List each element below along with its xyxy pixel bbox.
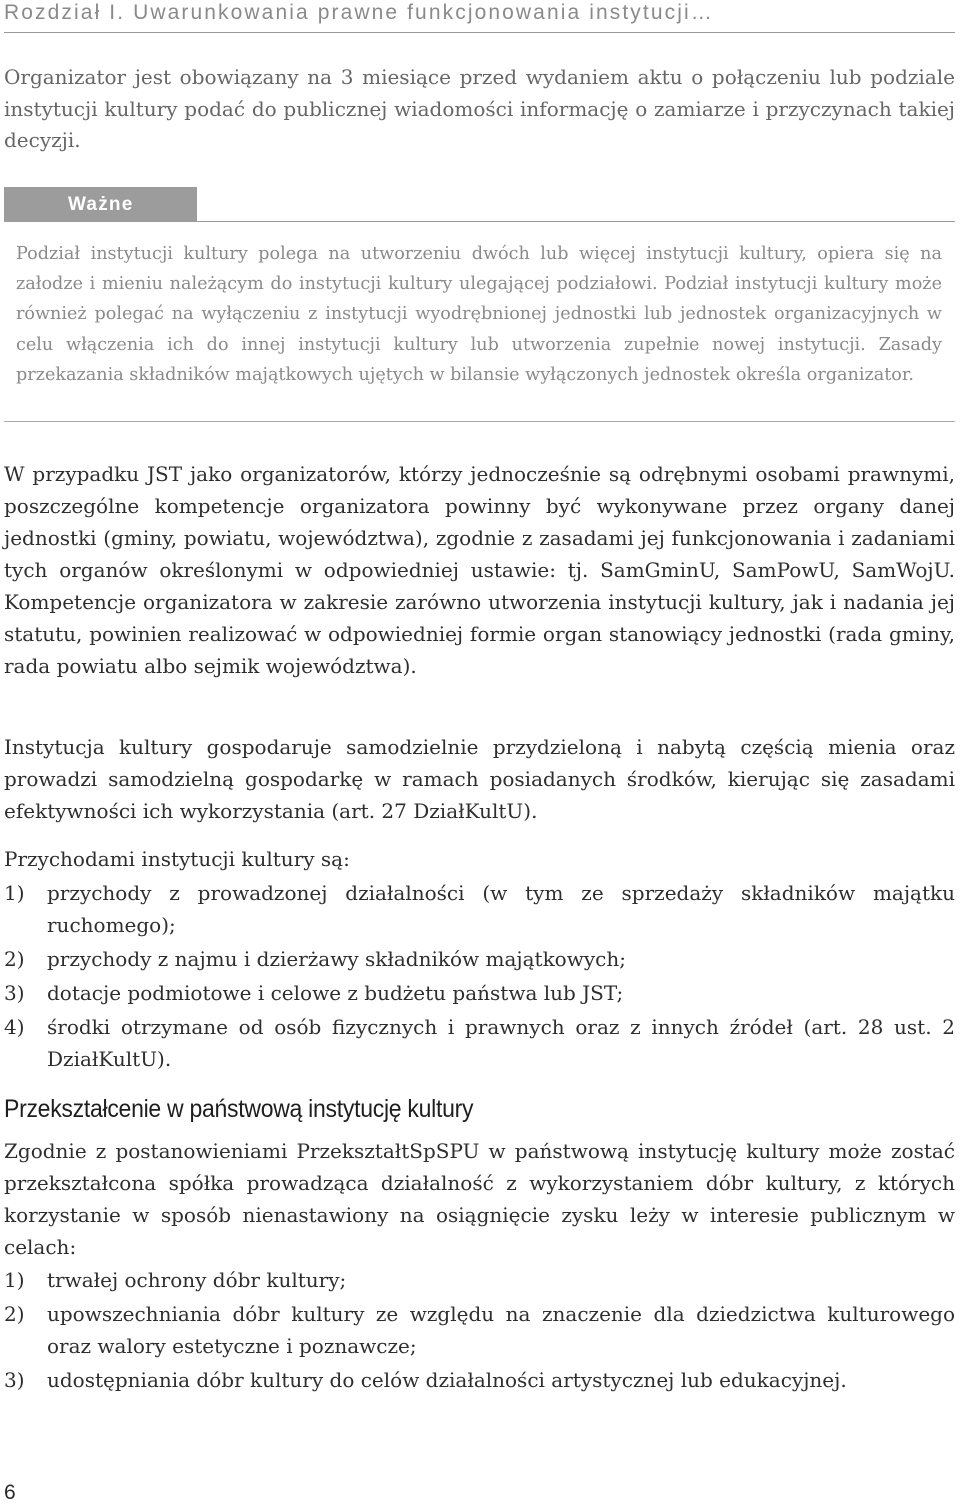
intro-paragraph: Organizator jest obowiązany na 3 miesiące przed wydaniem aktu o połączeniu lub podziale instytucji kultury podać do publicznej wiadomości informację o zamiarze i przyczynach takiej decyzji.	[4, 65, 955, 152]
list-item-number: 2)	[4, 947, 25, 971]
list-item	[4, 1364, 955, 1396]
important-note-text: Podział instytucji kultury polega na utworzeniu dwóch lub więcej instytucji kultury, opiera się na załodze i mieniu należącym do instytucji kultury ulegającej podziałowi. Podział instytucji kultury może również polegać na wyłączeniu z instytucji wyodrębnionej jednostki lub jednostek organizacyjnych w celu włączenia ich do innej instytucji kultury lub utworzenia zupełnie nowej instytucji. Zasady przekazania składników majątkowych ujętych w bilansie wyłączonych jednostek określa organizator.	[16, 244, 942, 385]
list-item-number: 4)	[4, 1015, 25, 1039]
important-rule	[197, 221, 955, 222]
list-item-number: 2)	[4, 1302, 25, 1326]
important-label: Ważne	[68, 194, 134, 215]
list-item-text: przychody z prowadzonej działalności (w tym ze sprzedaży składników majątku ruchomego);	[47, 881, 955, 937]
list-item	[4, 1298, 955, 1362]
important-label-box	[4, 187, 197, 222]
paragraph-jst-organizers: W przypadku JST jako organizatorów, którzy jednocześnie są odrębnymi osobami prawnymi, poszczególne kompetencje organizatora powinny być wykonywane przez organy danej jednostki (gminy, powiatu, województwa), zgodnie z zasadami jej funkcjonowania i zadaniami tych organów określonymi w odpowiedniej ustawie: tj. SamGminU, SamPowU, SamWojU. Kompetencje organizatora w zakresie zarówno utworzenia instytucji kultury, jak i nadania jej statutu, powinien realizować w odpowiedniej formie organ stanowiący jednostki (rada gminy, rada powiatu albo sejmik województwa).	[4, 462, 955, 678]
header-rule	[4, 32, 955, 33]
list-item	[4, 977, 955, 1009]
section-heading: Przekształcenie w państwową instytucję kultury	[4, 1095, 474, 1123]
list-item	[4, 1264, 955, 1296]
purposes-list	[4, 1264, 955, 1398]
list-item-text: przychody z najmu i dzierżawy składników majątkowych;	[47, 947, 626, 971]
list-item-number: 3)	[4, 981, 25, 1005]
list-item-text: dotacje podmiotowe i celowe z budżetu państwa lub JST;	[47, 981, 624, 1005]
list-item	[4, 1011, 955, 1075]
important-bottom-rule	[4, 421, 955, 422]
list-item-text: upowszechniania dóbr kultury ze względu na znaczenie dla dziedzictwa kulturowego oraz walory estetyczne i poznawcze;	[47, 1302, 955, 1358]
list-item-text: udostępniania dóbr kultury do celów działalności artystycznej lub edukacyjnej.	[47, 1368, 847, 1392]
paragraph-revenue-intro: Przychodami instytucji kultury są:	[4, 847, 350, 871]
list-item-text: trwałej ochrony dóbr kultury;	[47, 1268, 347, 1292]
list-item-number: 3)	[4, 1368, 25, 1392]
list-item-number: 1)	[4, 1268, 25, 1292]
paragraph-self-management: Instytucja kultury gospodaruje samodzielnie przydzieloną i nabytą częścią mienia oraz prowadzi samodzielną gospodarkę w ramach posiadanych środków, kierując się zasadami efektywności ich wykorzystania (art. 27 DziałKultU).	[4, 735, 955, 823]
page-number: 6	[4, 1481, 16, 1504]
document-page	[4, 0, 955, 1508]
list-item	[4, 877, 955, 941]
list-item	[4, 943, 955, 975]
list-item-text: środki otrzymane od osób fizycznych i prawnych oraz z innych źródeł (art. 28 ust. 2 DziałKultU).	[47, 1015, 955, 1071]
list-item-number: 1)	[4, 881, 25, 905]
running-header: Rozdział I. Uwarunkowania prawne funkcjonowania instytucji…	[4, 1, 714, 24]
revenue-list	[4, 877, 955, 1077]
paragraph-transformation: Zgodnie z postanowieniami PrzekształtSpSPU w państwową instytucję kultury może zostać przekształcona spółka prowadząca działalność z wykorzystaniem dóbr kultury, z których korzystanie w sposób nienastawiony na osiągnięcie zysku leży w interesie publicznym w celach:	[4, 1139, 955, 1259]
